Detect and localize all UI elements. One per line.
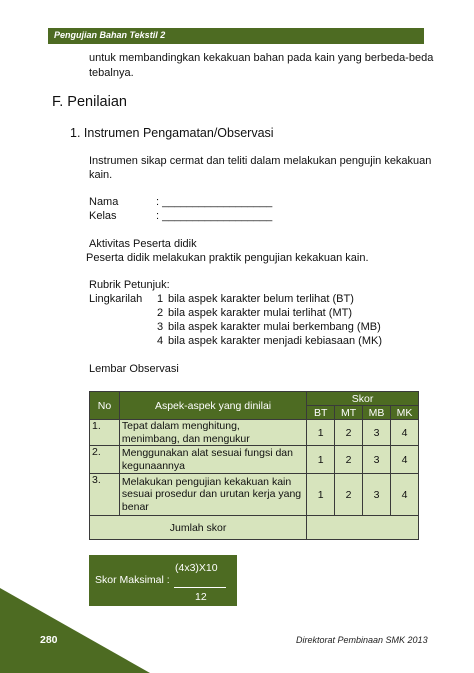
score-cell: 2 bbox=[335, 446, 363, 474]
rubric-text: bila aspek karakter menjadi kebiasaan (MK) bbox=[168, 335, 382, 347]
score-cell: 1 bbox=[307, 446, 335, 474]
row-aspect bbox=[119, 420, 306, 446]
table-row bbox=[90, 420, 419, 446]
fraction-line bbox=[174, 587, 226, 588]
rubric-text: bila aspek karakter belum terlihat (BT) bbox=[168, 293, 354, 305]
score-cell: 4 bbox=[391, 420, 419, 446]
intro-line-1: untuk membandingkan kekakuan bahan pada kain yang berbeda-beda bbox=[89, 52, 434, 64]
score-cell: 4 bbox=[391, 446, 419, 474]
score-col-mb: MB bbox=[363, 406, 391, 420]
score-cell: 1 bbox=[307, 420, 335, 446]
nama-label: Nama bbox=[89, 196, 119, 208]
total-value bbox=[307, 516, 419, 540]
instrument-line-1: Instrumen sikap cermat dan teliti dalam melakukan pengujin kekakuan bbox=[89, 155, 432, 167]
table-row bbox=[90, 474, 419, 516]
aspect-line: kegunaannya bbox=[121, 459, 185, 472]
page-number: 280 bbox=[40, 634, 58, 646]
rubric-text: bila aspek karakter mulai berkembang (MB) bbox=[168, 321, 381, 333]
row-no: 1. bbox=[90, 420, 120, 446]
aspect-line: Melakukan pengujian kekakuan kain bbox=[121, 475, 292, 488]
table-row bbox=[90, 446, 419, 474]
kelas-label: Kelas bbox=[89, 210, 117, 222]
header-no: No bbox=[90, 392, 120, 420]
rubric-lead: Lingkarilah bbox=[89, 293, 143, 305]
score-col-mk: MK bbox=[391, 406, 419, 420]
score-cell: 1 bbox=[307, 474, 335, 516]
row-no: 2. bbox=[90, 446, 120, 474]
kelas-field: : __________________ bbox=[156, 210, 273, 222]
activity-text: Peserta didik melakukan praktik pengujian kekakuan kain. bbox=[86, 252, 369, 264]
score-cell: 4 bbox=[391, 474, 419, 516]
rubric-num: 2 bbox=[157, 307, 164, 319]
nama-field: : __________________ bbox=[156, 196, 273, 208]
corner-decoration bbox=[0, 588, 150, 673]
score-cell: 3 bbox=[363, 420, 391, 446]
score-cell: 3 bbox=[363, 446, 391, 474]
aspect-line: benar bbox=[121, 500, 149, 513]
aspect-line: sesuai prosedur dan urutan kerja yang bbox=[121, 488, 302, 501]
header-bar bbox=[48, 28, 424, 44]
aspect-line: Menggunakan alat sesuai fungsi dan bbox=[121, 447, 293, 459]
score-cell: 2 bbox=[335, 420, 363, 446]
score-col-mt: MT bbox=[335, 406, 363, 420]
score-cell: 2 bbox=[335, 474, 363, 516]
section-heading: F. Penilaian bbox=[52, 94, 127, 110]
max-score-label: Skor Maksimal : bbox=[95, 574, 170, 586]
max-score-numerator: (4x3)X10 bbox=[175, 562, 218, 574]
footer-publisher: Direktorat Pembinaan SMK 2013 bbox=[296, 635, 428, 645]
rubric-num: 1 bbox=[157, 293, 164, 305]
rubric-num: 4 bbox=[157, 335, 164, 347]
score-cell: 3 bbox=[363, 474, 391, 516]
aspect-line: Tepat dalam menghitung, bbox=[121, 420, 240, 432]
activity-title: Aktivitas Peserta didik bbox=[89, 238, 197, 250]
rubric-text: bila aspek karakter mulai terlihat (MT) bbox=[168, 307, 353, 319]
header-aspect: Aspek-aspek yang dinilai bbox=[119, 392, 306, 420]
intro-line-2: tebalnya. bbox=[89, 67, 134, 79]
instrument-line-2: kain. bbox=[89, 169, 113, 181]
header-score: Skor bbox=[307, 392, 419, 406]
row-aspect bbox=[119, 474, 306, 516]
total-row bbox=[90, 516, 419, 540]
aspect-line: menimbang, dan mengukur bbox=[121, 432, 250, 445]
max-score-denominator: 12 bbox=[195, 591, 207, 603]
header-title: Pengujian Bahan Tekstil 2 bbox=[54, 30, 166, 40]
observation-table bbox=[89, 391, 419, 540]
subsection-heading: 1. Instrumen Pengamatan/Observasi bbox=[70, 126, 274, 140]
total-label: Jumlah skor bbox=[90, 516, 307, 540]
row-aspect bbox=[119, 446, 306, 474]
score-col-bt: BT bbox=[307, 406, 335, 420]
rubric-title: Rubrik Petunjuk: bbox=[89, 279, 170, 291]
observation-title: Lembar Observasi bbox=[89, 363, 179, 375]
row-no: 3. bbox=[90, 474, 120, 516]
rubric-num: 3 bbox=[157, 321, 164, 333]
